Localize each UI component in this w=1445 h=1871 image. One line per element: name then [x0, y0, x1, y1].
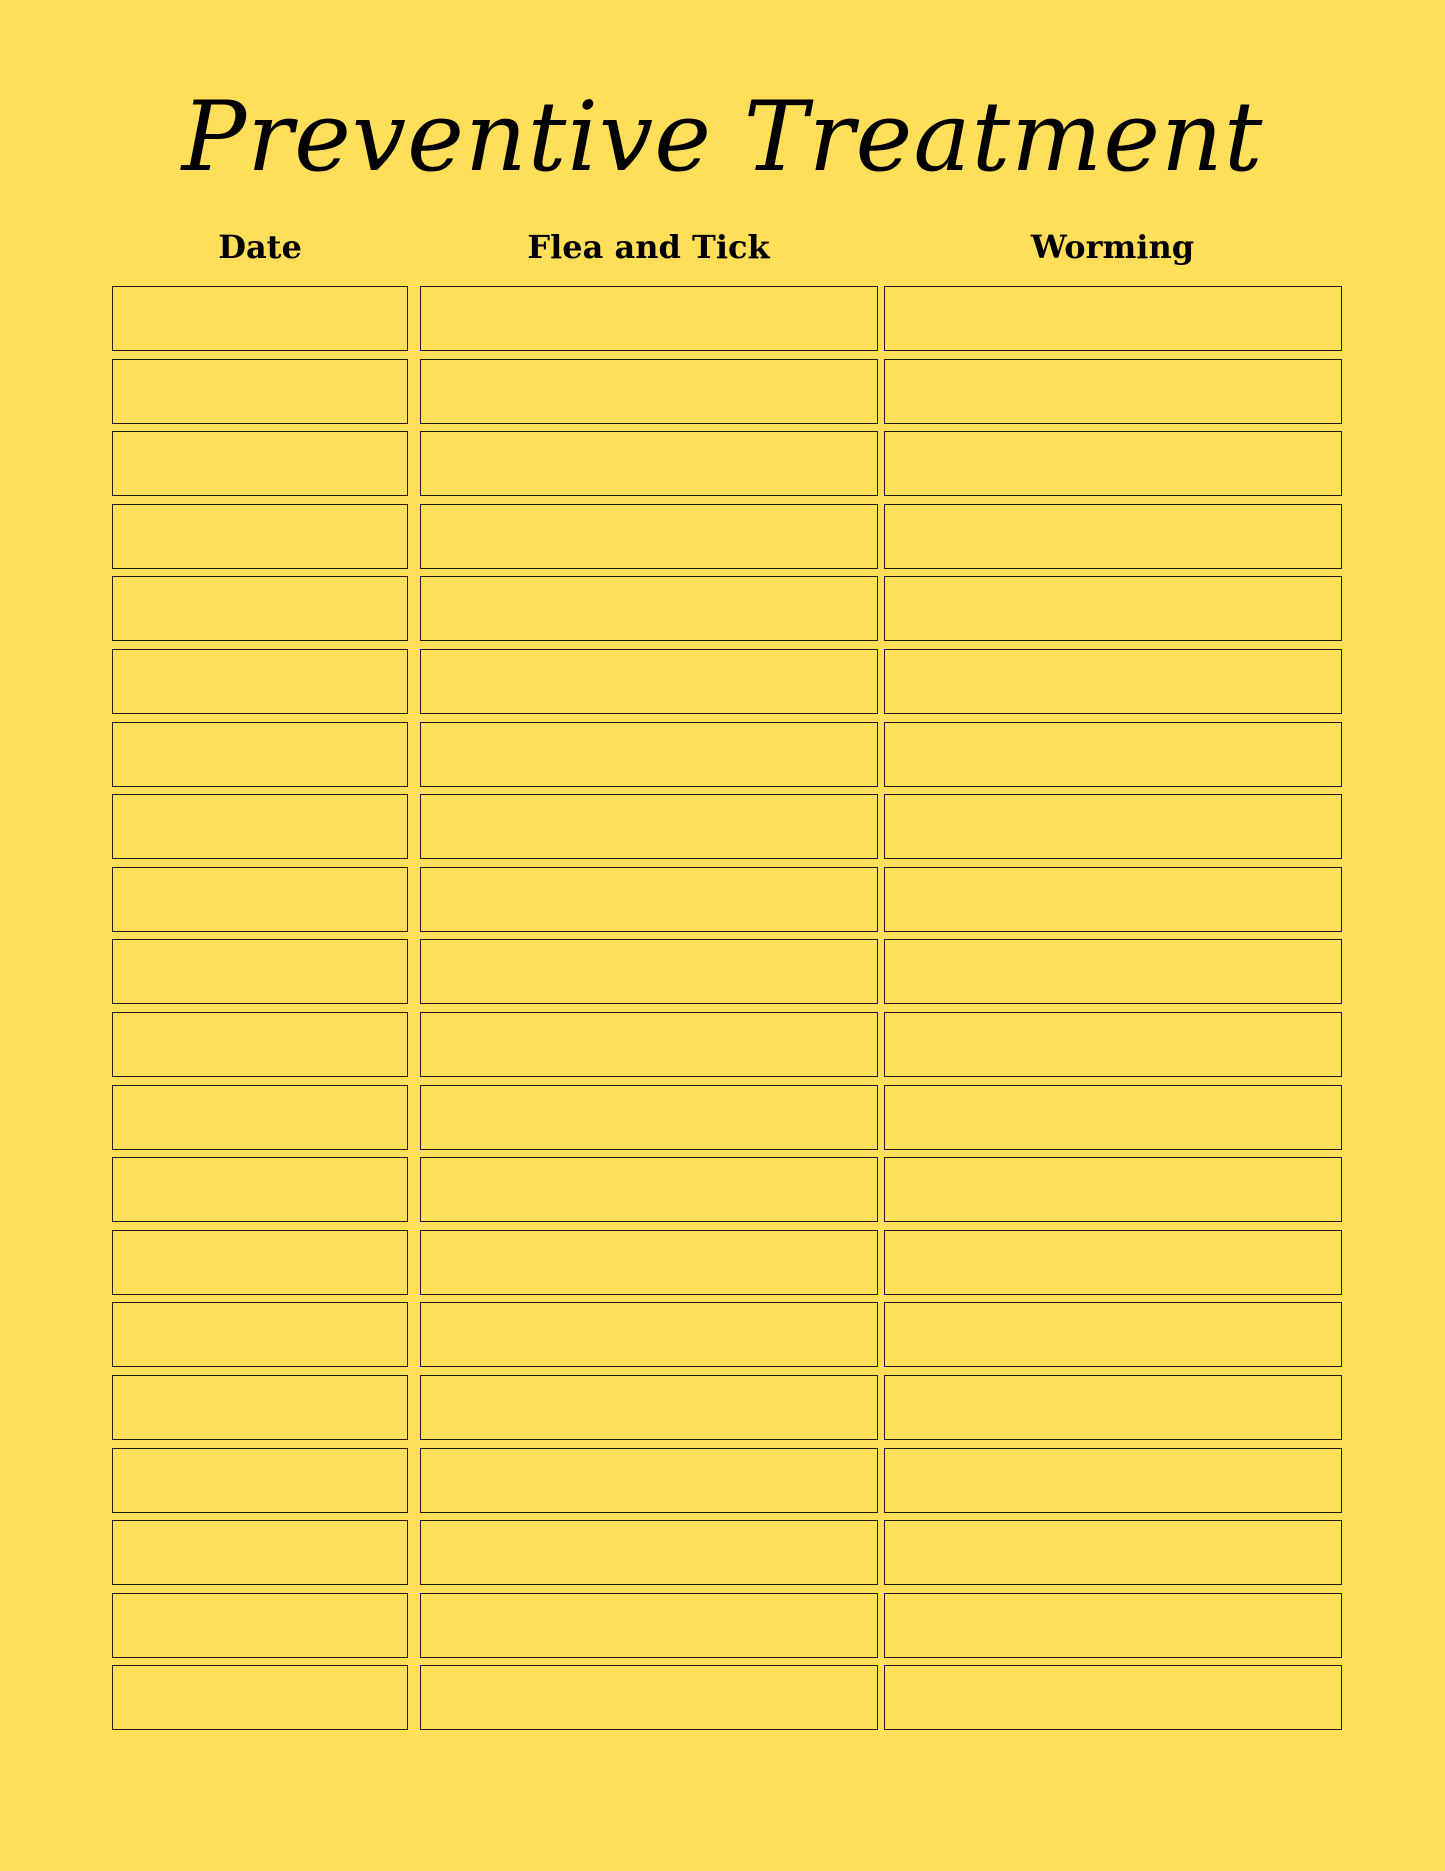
- worming-cell[interactable]: [884, 1230, 1342, 1295]
- worming-cell[interactable]: [884, 1593, 1342, 1658]
- page-title: Preventive Treatment: [181, 81, 1264, 193]
- worming-cell[interactable]: [884, 431, 1342, 496]
- date-cell[interactable]: [112, 576, 408, 641]
- worming-cell[interactable]: [884, 1085, 1342, 1150]
- worming-cell[interactable]: [884, 1375, 1342, 1440]
- date-cell[interactable]: [112, 867, 408, 932]
- flea-and-tick-cell[interactable]: [420, 1012, 878, 1077]
- flea-and-tick-cell[interactable]: [420, 1085, 878, 1150]
- flea-and-tick-cell[interactable]: [420, 1302, 878, 1367]
- worming-cell[interactable]: [884, 1448, 1342, 1513]
- table-row: [112, 1230, 1342, 1297]
- table-row: [112, 1375, 1342, 1442]
- flea-and-tick-cell[interactable]: [420, 1448, 878, 1513]
- date-cell[interactable]: [112, 1593, 408, 1658]
- worming-cell[interactable]: [884, 939, 1342, 1004]
- table-row: [112, 1085, 1342, 1152]
- column-header-worming: Worming: [1030, 228, 1195, 266]
- date-cell[interactable]: [112, 1520, 408, 1585]
- table-row: [112, 1012, 1342, 1079]
- column-header-flea-and-tick: Flea and Tick: [527, 228, 770, 266]
- worming-cell[interactable]: [884, 649, 1342, 714]
- flea-and-tick-cell[interactable]: [420, 1375, 878, 1440]
- date-cell[interactable]: [112, 504, 408, 569]
- table-row: [112, 576, 1342, 643]
- flea-and-tick-cell[interactable]: [420, 431, 878, 496]
- date-cell[interactable]: [112, 359, 408, 424]
- table-row: [112, 1302, 1342, 1369]
- date-cell[interactable]: [112, 1665, 408, 1730]
- flea-and-tick-cell[interactable]: [420, 359, 878, 424]
- flea-and-tick-cell[interactable]: [420, 867, 878, 932]
- worming-cell[interactable]: [884, 722, 1342, 787]
- date-cell[interactable]: [112, 1375, 408, 1440]
- worming-cell[interactable]: [884, 1520, 1342, 1585]
- table-row: [112, 722, 1342, 789]
- date-cell[interactable]: [112, 794, 408, 859]
- flea-and-tick-cell[interactable]: [420, 286, 878, 351]
- table-row: [112, 1520, 1342, 1587]
- date-cell[interactable]: [112, 1230, 408, 1295]
- date-cell[interactable]: [112, 1157, 408, 1222]
- worming-cell[interactable]: [884, 576, 1342, 641]
- worming-cell[interactable]: [884, 286, 1342, 351]
- table-row: [112, 867, 1342, 934]
- table-row: [112, 794, 1342, 861]
- date-cell[interactable]: [112, 722, 408, 787]
- column-headers: [0, 222, 1445, 272]
- flea-and-tick-cell[interactable]: [420, 1230, 878, 1295]
- date-cell[interactable]: [112, 1302, 408, 1367]
- worming-cell[interactable]: [884, 867, 1342, 932]
- date-cell[interactable]: [112, 1448, 408, 1513]
- table-row: [112, 504, 1342, 571]
- flea-and-tick-cell[interactable]: [420, 939, 878, 1004]
- date-cell[interactable]: [112, 1085, 408, 1150]
- date-cell[interactable]: [112, 286, 408, 351]
- flea-and-tick-cell[interactable]: [420, 1157, 878, 1222]
- worming-cell[interactable]: [884, 1302, 1342, 1367]
- flea-and-tick-cell[interactable]: [420, 576, 878, 641]
- flea-and-tick-cell[interactable]: [420, 1593, 878, 1658]
- worming-cell[interactable]: [884, 1012, 1342, 1077]
- worming-cell[interactable]: [884, 359, 1342, 424]
- worming-cell[interactable]: [884, 1157, 1342, 1222]
- table-row: [112, 431, 1342, 498]
- flea-and-tick-cell[interactable]: [420, 649, 878, 714]
- table-row: [112, 1157, 1342, 1224]
- table-row: [112, 1593, 1342, 1660]
- flea-and-tick-cell[interactable]: [420, 794, 878, 859]
- flea-and-tick-cell[interactable]: [420, 1520, 878, 1585]
- worming-cell[interactable]: [884, 504, 1342, 569]
- table-row: [112, 939, 1342, 1006]
- worming-cell[interactable]: [884, 1665, 1342, 1730]
- table-row: [112, 1448, 1342, 1515]
- table-row: [112, 359, 1342, 426]
- flea-and-tick-cell[interactable]: [420, 1665, 878, 1730]
- date-cell[interactable]: [112, 1012, 408, 1077]
- worming-cell[interactable]: [884, 794, 1342, 859]
- table-row: [112, 649, 1342, 716]
- table-row: [112, 1665, 1342, 1732]
- table-row: [112, 286, 1342, 353]
- date-cell[interactable]: [112, 431, 408, 496]
- flea-and-tick-cell[interactable]: [420, 722, 878, 787]
- date-cell[interactable]: [112, 939, 408, 1004]
- log-table: [112, 286, 1342, 1738]
- flea-and-tick-cell[interactable]: [420, 504, 878, 569]
- date-cell[interactable]: [112, 649, 408, 714]
- column-header-date: Date: [218, 228, 302, 266]
